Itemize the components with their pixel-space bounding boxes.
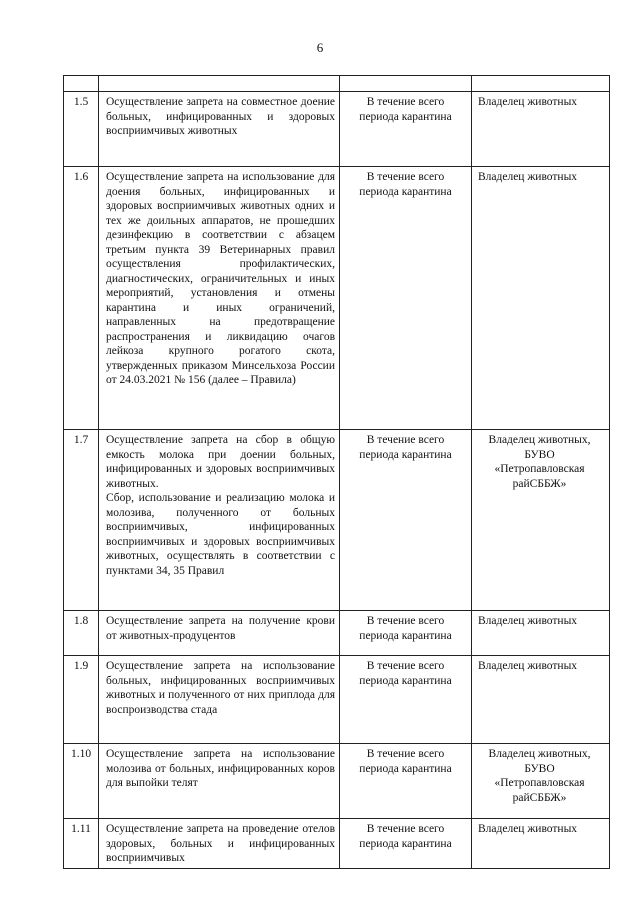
table-row [64,744,610,819]
table-row [64,92,610,167]
header-cell-action [99,76,340,92]
row-term: В течение всего периода карантина [359,748,452,775]
row-responsible: Владелец животных [478,615,578,627]
row-number: 1.10 [64,744,99,819]
row-term: В течение всего периода карантина [359,615,452,642]
table-row [64,611,610,656]
measures-table [63,75,610,869]
row-term: В течение всего периода карантина [359,434,452,461]
header-cell-num [64,76,99,92]
row-action: Осуществление запрета на получение крови от животных-продуцентов [106,615,335,642]
row-responsible: Владелец животных [478,660,578,672]
row-action: Осуществление запрета на сбор в общую емкость молока при доении больных, инфицированных и здоровых восприимчивых животных. Сбор, использование и реализацию молока и молозива, полученного от больных восприимчивых, инфицированных восприимчивых и здоровых восприимчивых животных, осуществлять в соответствии с пунктами 34, 35 Правил [106,434,335,577]
table-header-row [64,76,610,92]
table-row [64,656,610,744]
row-number: 1.6 [64,167,99,430]
row-term: В течение всего периода карантина [359,823,452,850]
row-responsible: Владелец животных [478,171,578,183]
row-action: Осуществление запрета на использование больных, инфицированных восприимчивых животных и полученного от них приплода для воспроизводства стада [106,660,335,716]
header-cell-term [340,76,472,92]
row-number: 1.7 [64,430,99,611]
row-term: В течение всего периода карантина [359,96,452,123]
row-action: Осуществление запрета на совместное доение больных, инфицированных и здоровых восприимчивых животных [106,96,335,137]
row-number: 1.11 [64,819,99,869]
table-row [64,430,610,611]
table-row [64,167,610,430]
row-action: Осуществление запрета на использование молозива от больных, инфицированных коров для выпойки телят [106,748,335,789]
row-number: 1.5 [64,92,99,167]
row-term: В течение всего периода карантина [359,171,452,198]
page-number: 6 [316,40,324,55]
table-row [64,819,610,869]
row-responsible: Владелец животных [478,96,578,108]
row-responsible: Владелец животных [478,823,578,835]
row-number: 1.9 [64,656,99,744]
row-term: В течение всего периода карантина [359,660,452,687]
row-responsible: Владелец животных, БУВО «Петропавловская райСББЖ» [488,748,591,804]
row-action: Осуществление запрета на использование для доения больных, инфицированных и здоровых восприимчивых животных одних и тех же доильных аппаратов, не прошедших дезинфекцию в соответствии с абзацем третьим пункта 39 Ветеринарных правил осуществления профилактических, диагностических, ограничительных и иных мероприятий, установления и отмены карантина и иных ограничений, направленных на предотвращение распространения и ликвидацию очагов лейкоза крупного рогатого скота, утвержденных приказом Минсельхоза России от 24.03.2021 № 156 (далее – Правила) [106,171,335,386]
header-cell-responsible [472,76,610,92]
row-action: Осуществление запрета на проведение отелов здоровых, больных и инфицированных восприимчивых [106,823,335,864]
row-number: 1.8 [64,611,99,656]
row-responsible: Владелец животных, БУВО «Петропавловская райСББЖ» [488,434,591,490]
